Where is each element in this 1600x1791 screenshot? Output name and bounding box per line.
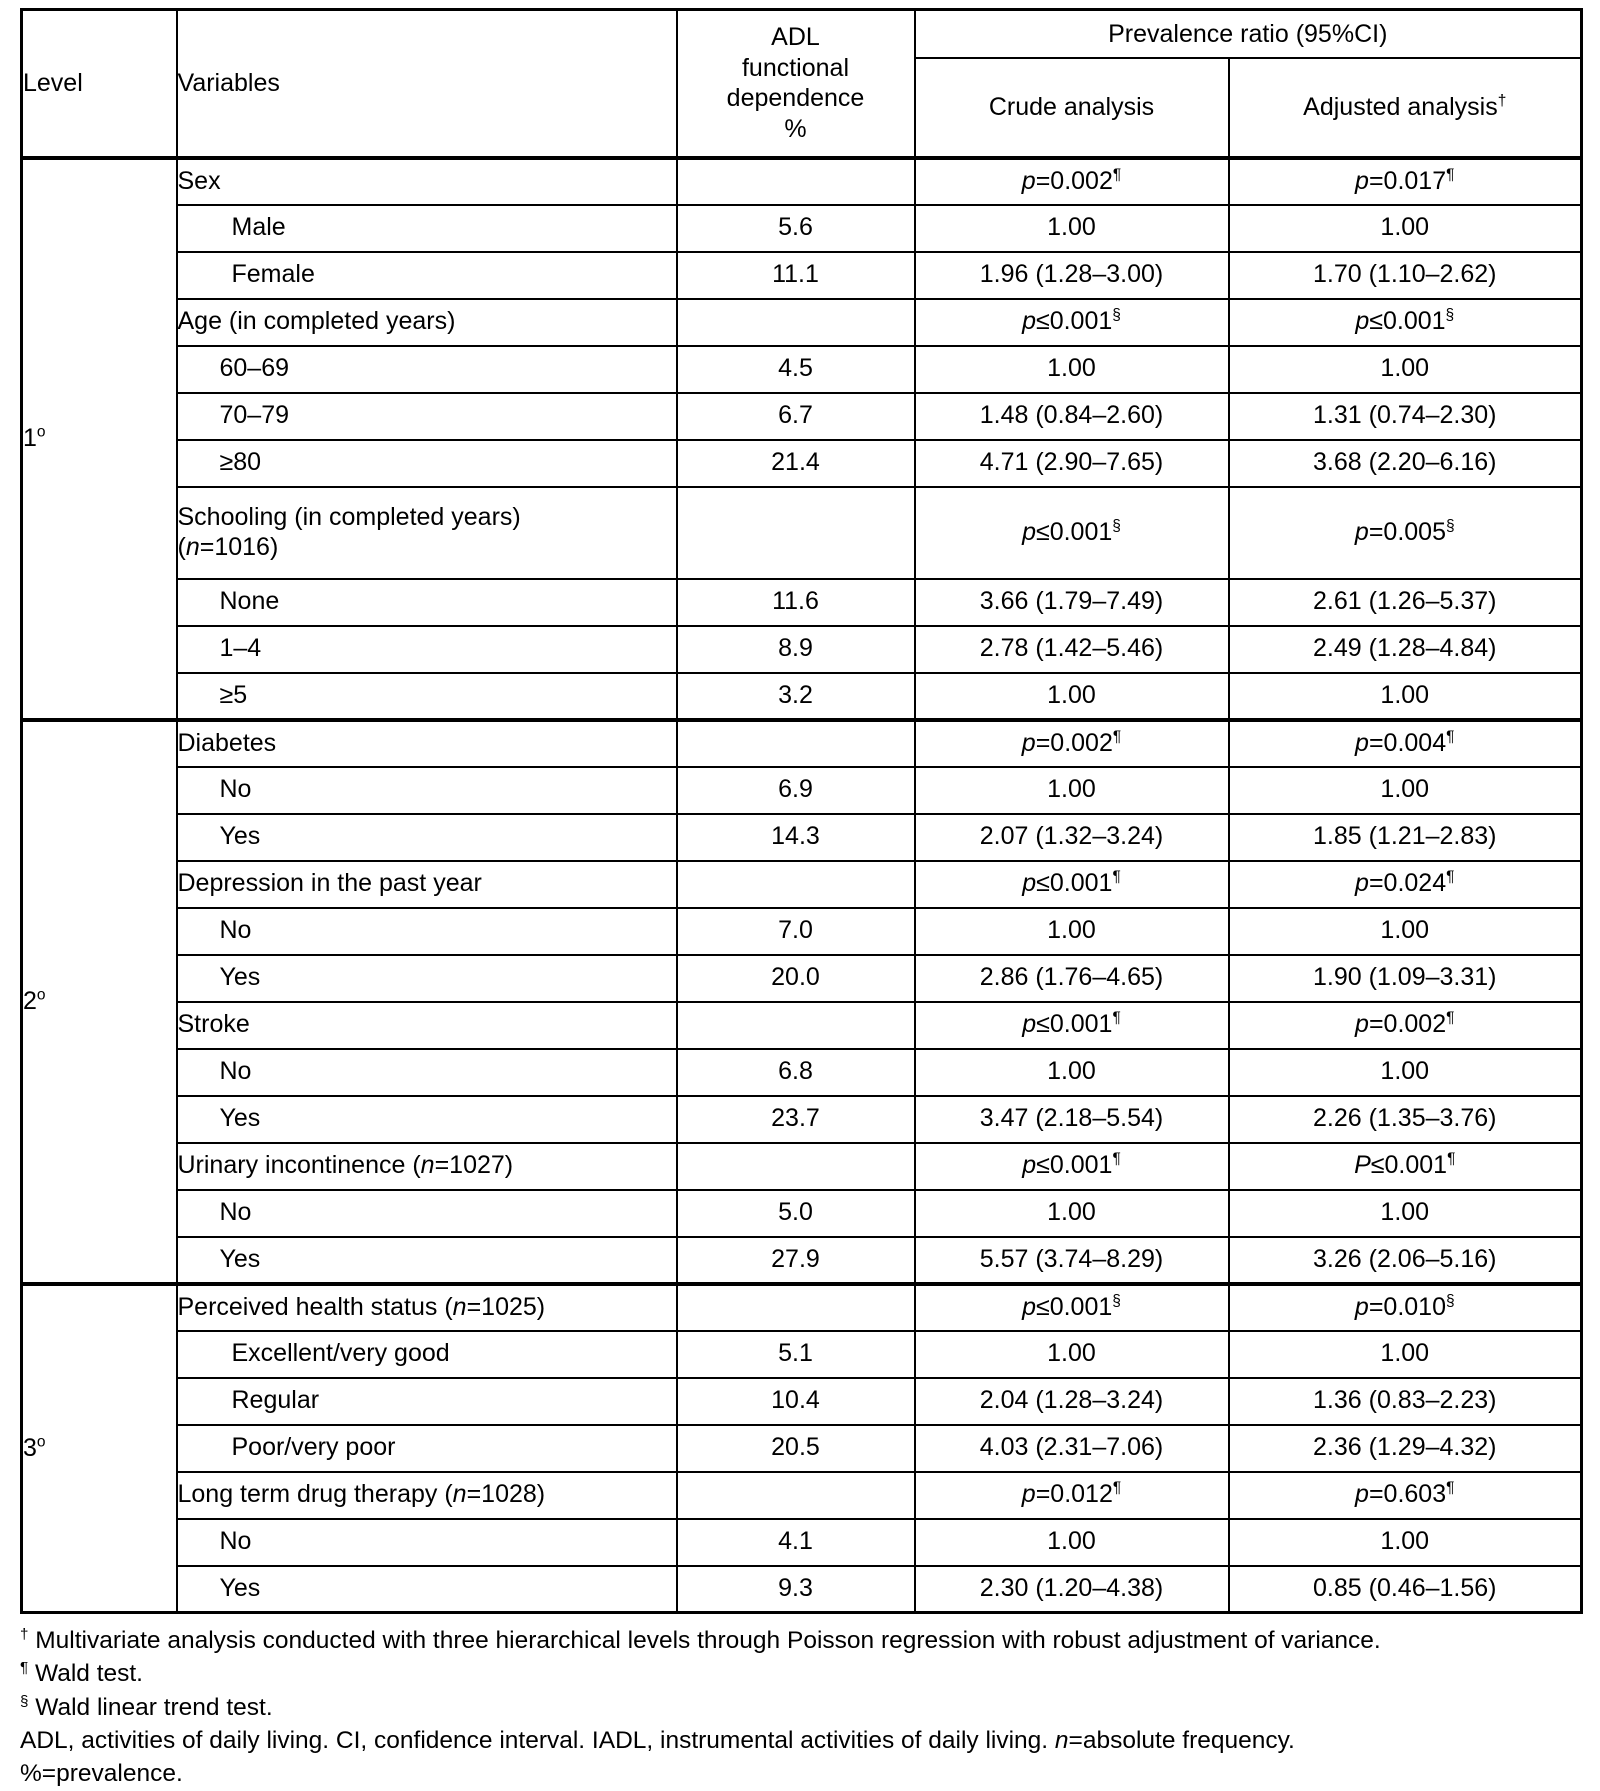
adjusted-analysis-cell: p=0.024¶ [1229,861,1582,908]
table-row [22,579,1582,626]
adl-value-cell [677,1143,915,1190]
adjusted-analysis-cell: 1.36 (0.83–2.23) [1229,1378,1582,1425]
table-row [22,1237,1582,1284]
adjusted-analysis-cell: p=0.017¶ [1229,158,1582,205]
adl-value-cell [677,720,915,767]
variable-cell: Yes [177,1566,677,1613]
crude-analysis-cell: p=0.012¶ [915,1472,1229,1519]
variable-cell: Yes [177,814,677,861]
footnote-3: § Wald linear trend test. [20,1692,273,1721]
crude-analysis-cell: 5.57 (3.74–8.29) [915,1237,1229,1284]
crude-analysis-cell: 1.00 [915,673,1229,720]
header-prevalence-ratio: Prevalence ratio (95%CI) [915,10,1582,58]
adl-value-cell: 20.0 [677,955,915,1002]
crude-analysis-cell: 1.00 [915,767,1229,814]
table-row [22,861,1582,908]
crude-analysis-cell: p≤0.001¶ [915,1002,1229,1049]
adjusted-analysis-cell: 2.61 (1.26–5.37) [1229,579,1582,626]
variable-cell: 70–79 [177,393,677,440]
table-row [22,440,1582,487]
header-adl-line4: % [784,114,807,143]
crude-analysis-cell: 1.00 [915,1331,1229,1378]
table-row [22,1049,1582,1096]
table-row [22,1425,1582,1472]
adjusted-analysis-cell: 1.85 (1.21–2.83) [1229,814,1582,861]
header-variables: Variables [177,10,677,158]
adl-value-cell: 14.3 [677,814,915,861]
table-row [22,720,1582,767]
level-ordinal-suffix: o [36,986,46,1004]
crude-analysis-cell: 2.30 (1.20–4.38) [915,1566,1229,1613]
adl-value-cell: 11.1 [677,252,915,299]
adl-value-cell: 27.9 [677,1237,915,1284]
adjusted-analysis-cell: 3.68 (2.20–6.16) [1229,440,1582,487]
variable-cell: None [177,579,677,626]
adl-value-cell [677,1284,915,1331]
table-row [22,1519,1582,1566]
table-row [22,1143,1582,1190]
adjusted-analysis-cell: 2.49 (1.28–4.84) [1229,626,1582,673]
variable-cell: ≥5 [177,673,677,720]
adl-value-cell: 20.5 [677,1425,915,1472]
crude-analysis-cell: p=0.002¶ [915,158,1229,205]
table-header [22,10,1582,158]
adjusted-analysis-cell: 1.00 [1229,1331,1582,1378]
table-row [22,814,1582,861]
crude-analysis-cell: p≤0.001§ [915,299,1229,346]
table-row [22,1284,1582,1331]
adl-value-cell: 6.9 [677,767,915,814]
variable-cell: Long term drug therapy (n=1028) [177,1472,677,1519]
adjusted-analysis-cell: p=0.002¶ [1229,1002,1582,1049]
crude-analysis-cell: 1.00 [915,908,1229,955]
table-row [22,908,1582,955]
header-level: Level [22,10,177,158]
adl-value-cell: 5.6 [677,205,915,252]
footnote-1: † Multivariate analysis conducted with three hierarchical levels through Poisson regression with robust adjustment of variance. [20,1625,1381,1654]
footnote-marker: § [20,1692,29,1710]
variable-cell: Sex [177,158,677,205]
table-row [22,626,1582,673]
adl-value-cell: 4.1 [677,1519,915,1566]
footnote-marker: † [20,1625,29,1643]
crude-analysis-cell: 1.96 (1.28–3.00) [915,252,1229,299]
crude-analysis-cell: 3.47 (2.18–5.54) [915,1096,1229,1143]
adjusted-analysis-cell: 1.00 [1229,908,1582,955]
footnote-4: ADL, activities of daily living. CI, confidence interval. IADL, instrumental activities of daily living. n=absolute frequency. [20,1726,1295,1754]
adjusted-analysis-cell: p=0.010§ [1229,1284,1582,1331]
header-adjusted-marker: † [1497,92,1507,110]
adjusted-analysis-cell: 1.00 [1229,1519,1582,1566]
adl-value-cell: 6.8 [677,1049,915,1096]
adjusted-analysis-cell: p=0.004¶ [1229,720,1582,767]
adl-value-cell [677,1002,915,1049]
adl-value-cell: 4.5 [677,346,915,393]
variable-cell: 1–4 [177,626,677,673]
crude-analysis-cell: 4.03 (2.31–7.06) [915,1425,1229,1472]
adjusted-analysis-cell: 1.90 (1.09–3.31) [1229,955,1582,1002]
adl-value-cell: 23.7 [677,1096,915,1143]
table-row [22,393,1582,440]
header-adl-line1: ADL [771,23,820,52]
crude-analysis-cell: p≤0.001§ [915,487,1229,579]
crude-analysis-cell: 1.00 [915,1190,1229,1237]
adl-value-cell: 21.4 [677,440,915,487]
variable-cell: Depression in the past year [177,861,677,908]
variable-cell: Yes [177,955,677,1002]
header-adl [677,10,915,158]
table-row [22,1472,1582,1519]
adl-value-cell: 7.0 [677,908,915,955]
variable-cell: No [177,767,677,814]
variable-cell: No [177,1049,677,1096]
crude-analysis-cell: 2.78 (1.42–5.46) [915,626,1229,673]
header-row-top [22,10,1582,58]
table-row [22,767,1582,814]
footnote-marker: ¶ [20,1659,29,1677]
crude-analysis-cell: 1.48 (0.84–2.60) [915,393,1229,440]
variable-cell: ≥80 [177,440,677,487]
adl-value-cell [677,1472,915,1519]
variable-cell: Stroke [177,1002,677,1049]
table-row [22,1566,1582,1613]
crude-analysis-cell: 2.04 (1.28–3.24) [915,1378,1229,1425]
variable-cell: No [177,908,677,955]
variable-cell: No [177,1519,677,1566]
adjusted-analysis-cell: 2.26 (1.35–3.76) [1229,1096,1582,1143]
adjusted-analysis-cell: 3.26 (2.06–5.16) [1229,1237,1582,1284]
crude-analysis-cell: p=0.002¶ [915,720,1229,767]
adjusted-analysis-cell: 1.00 [1229,673,1582,720]
table-row [22,1331,1582,1378]
adl-value-cell [677,861,915,908]
adl-value-cell [677,299,915,346]
adjusted-analysis-cell: 0.85 (0.46–1.56) [1229,1566,1582,1613]
crude-analysis-cell: 4.71 (2.90–7.65) [915,440,1229,487]
adjusted-analysis-cell: 1.00 [1229,205,1582,252]
adjusted-analysis-cell: p=0.005§ [1229,487,1582,579]
table-row [22,346,1582,393]
variable-cell: Schooling (in completed years) (n=1016) [177,487,677,579]
adjusted-analysis-cell: 1.31 (0.74–2.30) [1229,393,1582,440]
variable-cell: Yes [177,1096,677,1143]
crude-analysis-cell: 2.07 (1.32–3.24) [915,814,1229,861]
table-row [22,1378,1582,1425]
adl-value-cell: 9.3 [677,1566,915,1613]
adl-value-cell: 6.7 [677,393,915,440]
level-cell-2: 2$^o$ [22,720,177,1284]
crude-analysis-cell: p≤0.001§ [915,1284,1229,1331]
adl-value-cell: 3.2 [677,673,915,720]
adl-value-cell: 11.6 [677,579,915,626]
footnote-5: %=prevalence. [20,1760,183,1788]
table-row [22,487,1582,579]
adjusted-analysis-cell: 1.00 [1229,346,1582,393]
footnote-2: ¶ Wald test. [20,1659,143,1688]
header-adjusted-label: Adjusted analysis [1303,92,1498,121]
footnotes [20,1624,1580,1791]
variable-cell: Excellent/very good [177,1331,677,1378]
adjusted-analysis-cell: p≤0.001§ [1229,299,1582,346]
adl-value-cell: 5.0 [677,1190,915,1237]
level-cell-1: 1$^o$ [22,158,177,720]
crude-analysis-cell: 1.00 [915,1519,1229,1566]
adl-value-cell: 8.9 [677,626,915,673]
level-ordinal-suffix: o [36,1433,46,1451]
prevalence-ratio-table [20,8,1583,1614]
crude-analysis-cell: 3.66 (1.79–7.49) [915,579,1229,626]
header-adl-line3: dependence [726,84,865,113]
header-adjusted-analysis [1229,58,1582,158]
variable-cell: Perceived health status (n=1025) [177,1284,677,1331]
adl-value-cell: 10.4 [677,1378,915,1425]
crude-analysis-cell: p≤0.001¶ [915,1143,1229,1190]
table-row [22,1096,1582,1143]
variable-cell: 60–69 [177,346,677,393]
adl-value-cell [677,158,915,205]
variable-cell: No [177,1190,677,1237]
table-row [22,252,1582,299]
variable-cell: Poor/very poor [177,1425,677,1472]
crude-analysis-cell: 1.00 [915,346,1229,393]
crude-analysis-cell: 1.00 [915,205,1229,252]
level-ordinal-suffix: o [36,423,46,441]
adl-value-cell [677,487,915,579]
adjusted-analysis-cell: 2.36 (1.29–4.32) [1229,1425,1582,1472]
table-row [22,955,1582,1002]
crude-analysis-cell: p≤0.001¶ [915,861,1229,908]
adjusted-analysis-cell: 1.00 [1229,1049,1582,1096]
table-row [22,158,1582,205]
table-row [22,299,1582,346]
header-adl-line2: functional [741,53,850,82]
adjusted-analysis-cell: 1.00 [1229,767,1582,814]
adjusted-analysis-cell: 1.00 [1229,1190,1582,1237]
crude-analysis-cell: 1.00 [915,1049,1229,1096]
variable-cell: Female [177,252,677,299]
header-crude-analysis: Crude analysis [915,58,1229,158]
variable-cell: Yes [177,1237,677,1284]
table-body [22,158,1582,1613]
crude-analysis-cell: 2.86 (1.76–4.65) [915,955,1229,1002]
table-row [22,1190,1582,1237]
adl-value-cell: 5.1 [677,1331,915,1378]
table-row [22,1002,1582,1049]
variable-cell: Diabetes [177,720,677,767]
table-row [22,205,1582,252]
adjusted-analysis-cell: P≤0.001¶ [1229,1143,1582,1190]
variable-cell: Male [177,205,677,252]
variable-cell: Regular [177,1378,677,1425]
adjusted-analysis-cell: 1.70 (1.10–2.62) [1229,252,1582,299]
table-row [22,673,1582,720]
variable-cell: Urinary incontinence (n=1027) [177,1143,677,1190]
level-cell-3: 3$^o$ [22,1284,177,1613]
adjusted-analysis-cell: p=0.603¶ [1229,1472,1582,1519]
variable-cell: Age (in completed years) [177,299,677,346]
